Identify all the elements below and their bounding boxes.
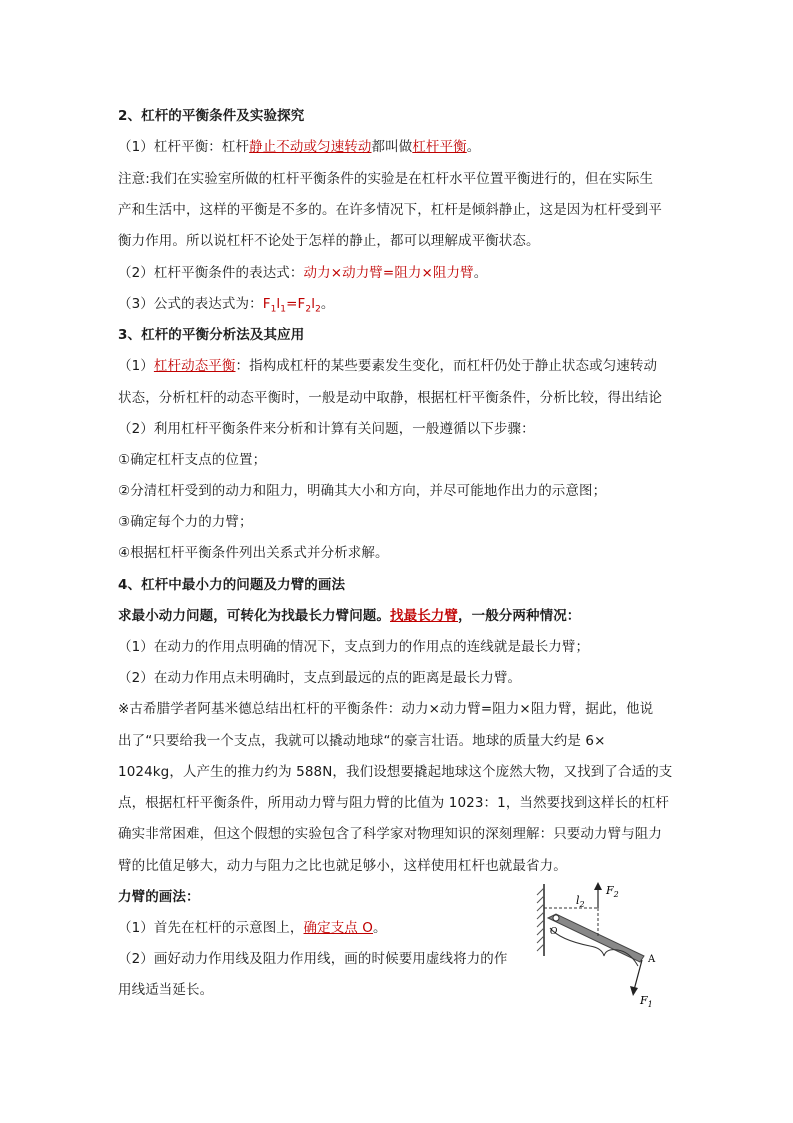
- s4-note-line-2: 出了“只要给我一个支点，我就可以撬动地球“的豪言壮语。地球的质量大约是 6×: [118, 733, 606, 749]
- highlight-fulcrum: 确定支点 O: [303, 920, 374, 936]
- text: ，一般分两种情况：: [458, 608, 581, 624]
- formula-words: 动力×动力臂=阻力×阻力臂: [303, 265, 474, 281]
- text: 。: [320, 296, 335, 312]
- s3-step-1: ①确定杠杆支点的位置；: [118, 452, 267, 468]
- text: 。: [373, 920, 387, 936]
- section-2-heading: 2、杠杆的平衡条件及实验探究: [118, 108, 305, 124]
- s4-intro: [118, 604, 580, 624]
- s2-paragraph-2: [118, 261, 487, 281]
- text: （2）杠杆平衡条件的表达式：: [118, 265, 304, 281]
- formula: $F_1l_1=F_2l_2$: [262, 296, 321, 315]
- text: （3）公式的表达式为：: [118, 296, 263, 312]
- s2-note-line-2: 产和生活中，这样的平衡是不多的。在许多情况下，杠杆是倾斜静止，这是因为杠杆受到平: [118, 202, 662, 218]
- text: 。: [466, 139, 481, 155]
- label-l2: $l_2$: [576, 894, 585, 909]
- s2-note-line-1: 注意:我们在实验室所做的杠杆平衡条件的实验是在杠杆水平位置平衡进行的，但在实际生: [118, 171, 654, 187]
- text: （1）: [118, 358, 154, 374]
- s4-note-line-3: 1024kg，人产生的推力约为 588N，我们设想要撬起地球这个庞然大物，又找到了合适的支: [118, 764, 673, 780]
- highlight-dynamic-balance: 杠杆动态平衡: [153, 358, 236, 374]
- s3-step-4: ④根据杠杆平衡条件列出关系式并分析求解。: [118, 545, 389, 561]
- s3-paragraph-1-line-2: 状态，分析杠杆的动态平衡时，一般是动中取静，根据杠杆平衡条件，分析比较，得出结论: [118, 390, 662, 406]
- s3-paragraph-2: （2）利用杠杆平衡条件来分析和计算有关问题，一般遵循以下步骤：: [118, 421, 535, 437]
- text: （1）杠杆平衡：杠杆: [118, 139, 250, 155]
- force-f1-line: [634, 960, 642, 990]
- force-f1-arrowhead: [630, 986, 638, 996]
- arm-drawing-step-1: [118, 916, 387, 936]
- text: ：指构成杠杆的某些要素发生变化，而杠杆仍处于静止状态或匀速转动: [235, 358, 658, 374]
- highlight-lever-balance: 杠杆平衡: [412, 139, 467, 155]
- s2-paragraph-3: [118, 292, 335, 315]
- s3-step-2: ②分清杠杆受到的动力和阻力，明确其大小和方向，并尽可能地作出力的示意图；: [118, 483, 607, 499]
- lever-bar: [548, 914, 644, 962]
- label-f1: $F_1$: [640, 994, 653, 1008]
- s3-paragraph-1: [118, 354, 657, 374]
- fulcrum-pivot: [553, 915, 559, 921]
- lever-diagram: [530, 878, 670, 1008]
- label-o: O: [550, 927, 558, 937]
- s4-note-line-1: ※古希腊学者阿基米德总结出杠杆的平衡条件：动力×动力臂=阻力×阻力臂，据此，他说: [118, 701, 654, 717]
- text: （1）首先在杠杆的示意图上，: [118, 920, 304, 936]
- wall-hatching: [537, 888, 544, 951]
- force-f2-arrowhead: [594, 882, 602, 890]
- text: 都叫做: [371, 139, 413, 155]
- arm-drawing-heading: 力臂的画法：: [118, 889, 200, 905]
- highlight-longest-arm: 找最长力臂: [390, 608, 458, 624]
- s2-note-line-3: 衡力作用。所以说杠杆不论处于怎样的静止，都可以理解成平衡状态。: [118, 233, 540, 249]
- s4-note-line-4: 点，根据杠杆平衡条件，所用动力臂与阻力臂的比值为 1023：1，当然要找到这样长的杠杆: [118, 795, 670, 811]
- s4-note-line-5: 确实非常困难，但这个假想的实验包含了科学家对物理知识的深刻理解：只要动力臂与阻力: [118, 826, 662, 842]
- label-a: A: [648, 954, 656, 965]
- section-4-heading: 4、杠杆中最小力的问题及力臂的画法: [118, 577, 346, 593]
- text: 。: [473, 265, 488, 281]
- s4-note-line-6: 臂的比值足够大，动力与阻力之比也就足够小，这样使用杠杆也就最省力。: [118, 858, 567, 874]
- s2-paragraph-1: [118, 135, 480, 155]
- arm-drawing-step-2-line-2: 用线适当延长。: [118, 982, 214, 998]
- s3-step-3: ③确定每个力的力臂；: [118, 514, 253, 530]
- section-3-heading: 3、杠杆的平衡分析法及其应用: [118, 327, 305, 343]
- highlight-static: 静止不动或匀速转动: [249, 139, 372, 155]
- arm-drawing-step-2-line-1: （2）画好动力作用线及阻力作用线，画的时候要用虚线将力的作: [118, 951, 508, 967]
- label-f2: $F_2$: [606, 884, 619, 899]
- s4-case-2: （2）在动力作用点未明确时，支点到最远的点的距离是最长力臂。: [118, 670, 522, 686]
- s4-case-1: （1）在动力的作用点明确的情况下，支点到力的作用点的连线就是最长力臂；: [118, 639, 590, 655]
- text: 求最小动力问题，可转化为找最长力臂问题。: [118, 608, 390, 624]
